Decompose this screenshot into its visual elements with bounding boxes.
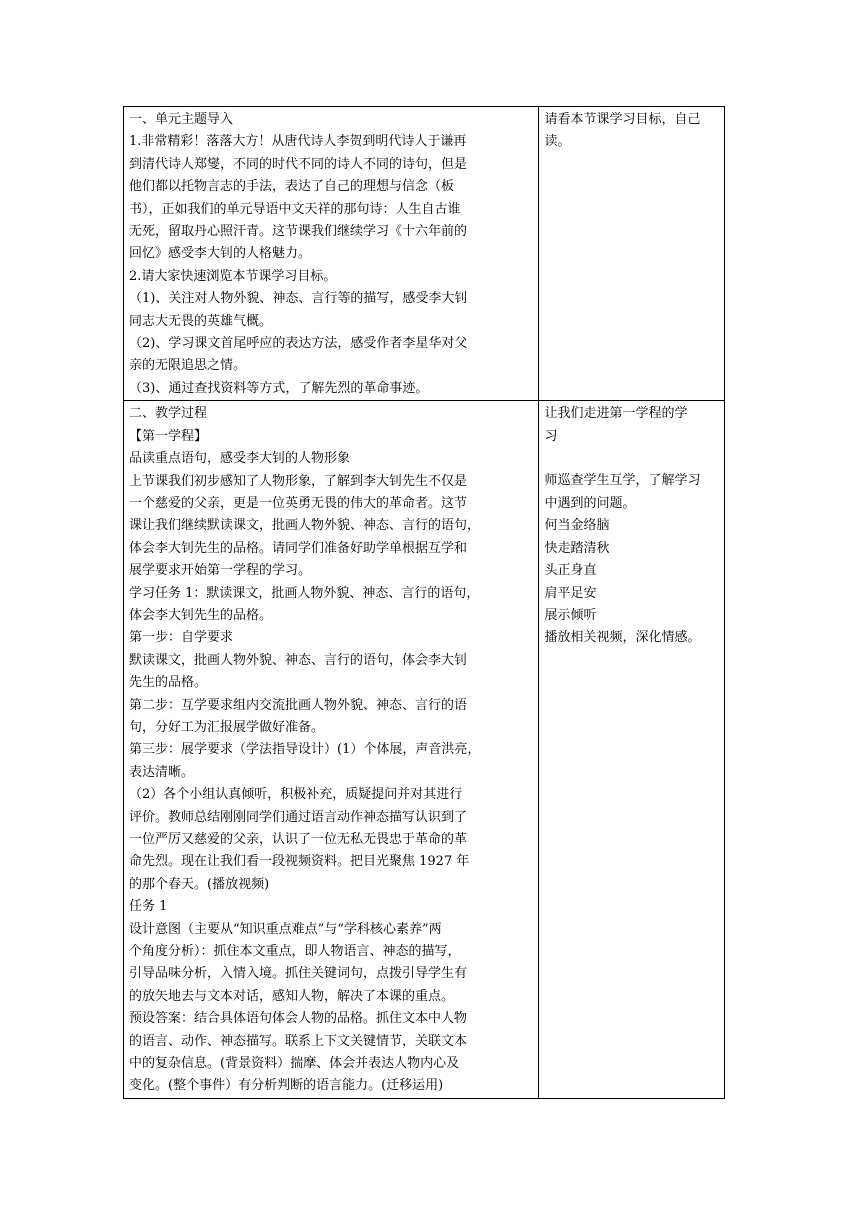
- text-line: 二、教学过程: [129, 406, 208, 422]
- teaching-content-cell: [124, 401, 539, 1099]
- text-line: 书），正如我们的单元导语中文天祥的那句诗：人生自古谁: [129, 201, 461, 217]
- text-line: 预设答案：结合具体语句体会人物的品格。抓住文本中人物: [129, 1011, 468, 1027]
- text-line: 展学要求开始第一学程的学习。: [129, 563, 312, 579]
- text-line: 第一步：自学要求: [129, 630, 234, 646]
- teaching-content-cell: [124, 107, 539, 401]
- text-line: 师巡查学生互学，了解学习: [544, 473, 701, 489]
- text-line: 任务 1: [129, 899, 168, 915]
- text-line: 1.非常精彩！落落大方！从唐代诗人李贺到明代诗人于谦再: [129, 134, 467, 150]
- text-line: 播放相关视频，深化情感。: [544, 630, 701, 646]
- text-line: 品读重点语句，感受李大钊的人物形象: [129, 451, 351, 467]
- text-line: 展示倾听: [544, 607, 597, 623]
- text-line: 体会李大钊先生的品格。请同学们准备好助学单根据互学和: [129, 540, 468, 556]
- text-line: 他们都以托物言志的手法，表达了自己的理想与信念（板: [129, 179, 455, 195]
- teacher-notes-cell: [539, 107, 725, 401]
- text-line: 头正身直: [544, 563, 597, 579]
- text-line: 快走踏清秋: [544, 540, 610, 556]
- text-line: 学习任务 1：默读课文，批画人物外貌、神态、言行的语句，: [129, 585, 480, 601]
- text-line: 引导品味分析，入情入境。抓住关键词句，点拨引导学生有: [129, 966, 468, 982]
- text-line: 到清代诗人郑燮，不同的时代不同的诗人不同的诗句，但是: [129, 156, 468, 172]
- text-line: 无死，留取丹心照汗青。这节课我们继续学习《十六年前的: [129, 224, 468, 240]
- text-line: 第二步：互学要求组内交流批画人物外貌、神态、言行的语: [129, 697, 468, 713]
- text-line: 课让我们继续默读课文，批画人物外貌、神态、言行的语句，: [129, 518, 481, 534]
- text-line: 评价。教师总结刚刚同学们通过语言动作神态描写认识到了: [129, 809, 468, 825]
- text-line: 默读课文，批画人物外貌、神态、言行的语句，体会李大钊: [129, 652, 468, 668]
- text-line: 的那个春天。(播放视频): [129, 876, 270, 892]
- text-line: 上节课我们初步感知了人物形象，了解到李大钊先生不仅是: [129, 473, 468, 489]
- text-line: 第三步：展学要求（学法指导设计）(1）个体展，声音洪亮，: [129, 742, 481, 758]
- table-row-teaching-process: [124, 401, 725, 1099]
- text-line: 何当金络脑: [544, 518, 610, 534]
- text-line: 表达清晰。: [129, 764, 195, 780]
- text-line: 中遇到的问题。: [544, 495, 636, 511]
- text-line: 请看本节课学习目标，自己: [544, 112, 701, 127]
- text-line: 体会李大钊先生的品格。: [129, 607, 273, 623]
- lesson-plan-table: [123, 106, 725, 1099]
- table-row-unit-intro: [124, 107, 725, 401]
- text-line: 读。: [544, 134, 571, 150]
- text-line: 同志大无畏的英雄气概。: [129, 313, 273, 329]
- text-line: 回忆》感受李大钊的人格魅力。: [129, 246, 312, 262]
- text-line: 中的复杂信息。(背景资料）揣摩、体会并表达人物内心及: [129, 1056, 460, 1072]
- text-line: 让我们走进第一学程的学: [544, 406, 688, 422]
- text-line: 先生的品格。: [129, 675, 208, 691]
- teacher-notes-cell: [539, 401, 725, 1099]
- text-line: 的语言、动作、神态描写。联系上下文关键情节，关联文本: [129, 1033, 468, 1049]
- text-line: 设计意图（主要从“知识重点难点”与“学科核心素养”两: [129, 921, 442, 937]
- text-line: 肩平足安: [544, 585, 597, 601]
- text-line: 习: [544, 428, 558, 444]
- blank-line: [544, 448, 720, 470]
- text-line: 变化。(整个事件）有分析判断的语言能力。(迁移运用): [129, 1078, 444, 1094]
- text-line: （1)、关注对人物外貌、神态、言行等的描写，感受李大钊: [129, 291, 468, 307]
- text-line: 命先烈。现在让我们看一段视频资料。把目光聚焦 1927 年: [129, 854, 470, 870]
- text-line: 一位严厉又慈爱的父亲，认识了一位无私无畏忠于革命的革: [129, 832, 468, 847]
- text-line: （2）各个小组认真倾听，积极补充，质疑提问并对其进行: [129, 787, 463, 803]
- text-line: 句，分好工为汇报展学做好准备。: [129, 719, 325, 735]
- text-line: 一、单元主题导入: [129, 112, 234, 127]
- text-line: 2.请大家快速浏览本节课学习目标。: [129, 268, 337, 284]
- text-line: 的放矢地去与文本对话，感知人物，解决了本课的重点。: [129, 988, 455, 1004]
- text-line: 一个慈爱的父亲，更是一位英勇无畏的伟大的革命者。这节: [129, 495, 468, 511]
- text-line: 【第一学程】: [129, 428, 208, 444]
- text-line: 个角度分析）：抓住本文重点，即人物语言、神态的描写，: [129, 944, 461, 960]
- text-line: （3)、通过查找资料等方式，了解先烈的革命事迹。: [129, 380, 429, 396]
- text-line: 亲的无限追思之情。: [129, 358, 247, 374]
- text-line: （2)、学习课文首尾呼应的表达方法，感受作者李星华对父: [129, 336, 468, 352]
